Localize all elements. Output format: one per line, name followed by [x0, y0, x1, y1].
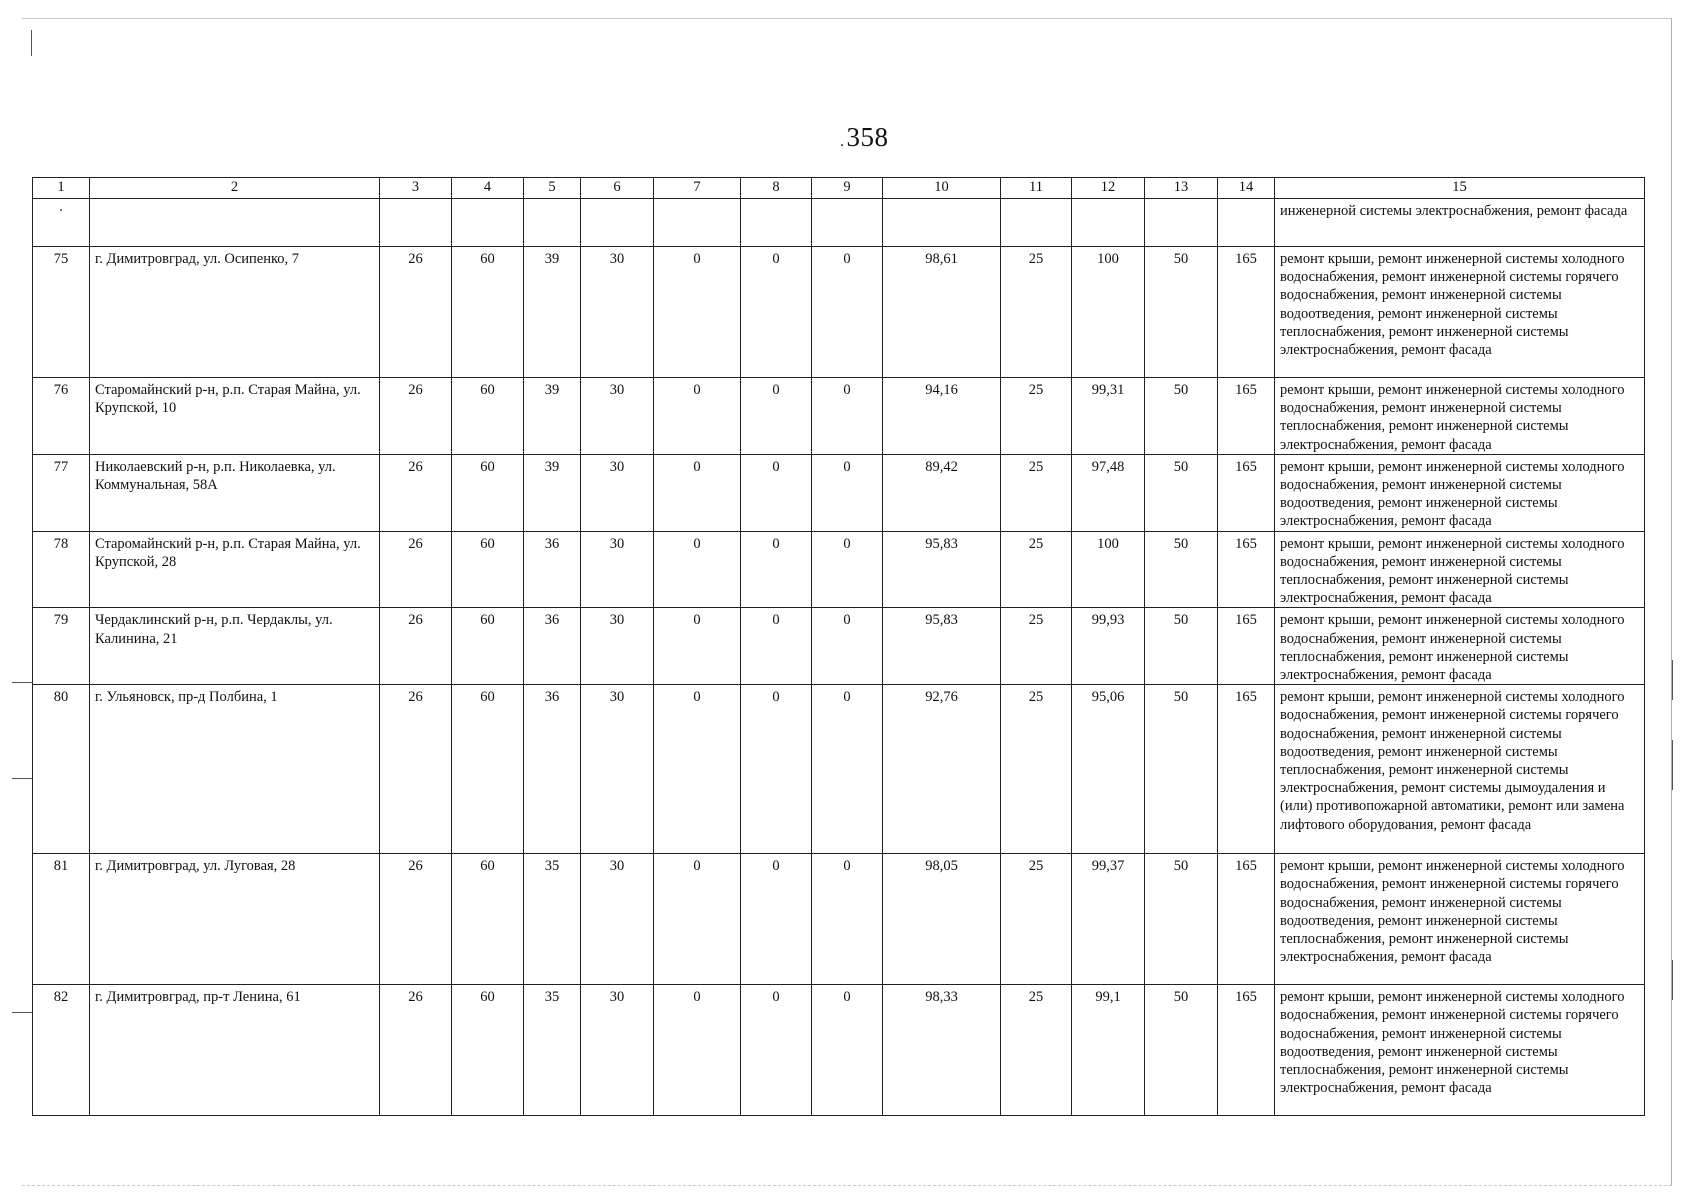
col3-cell: 26	[380, 531, 452, 608]
scan-mark-right-2	[1672, 740, 1673, 790]
col5-cell: 36	[524, 685, 581, 854]
works-cell: ремонт крыши, ремонт инженерной системы холодного водоснабжения, ремонт инженерной системы теплоснабжения, ремонт инженерной системы электроснабжения, ремонт фасада	[1275, 608, 1645, 685]
address-cell: Николаевский р-н, р.п. Николаевка, ул. Коммунальная, 58А	[90, 454, 380, 531]
header-row	[33, 178, 1645, 199]
col6-cell: 30	[581, 685, 654, 854]
row-number-cell: 78	[33, 531, 90, 608]
col7-cell: 0	[654, 685, 741, 854]
works-cell: ремонт крыши, ремонт инженерной системы холодного водоснабжения, ремонт инженерной системы теплоснабжения, ремонт инженерной системы электроснабжения, ремонт фасада	[1275, 531, 1645, 608]
col10-cell: 94,16	[883, 378, 1001, 455]
scan-mark-left-3	[12, 1012, 32, 1013]
col6-cell: 30	[581, 454, 654, 531]
col10-cell: 95,83	[883, 531, 1001, 608]
col9-cell: 0	[812, 247, 883, 378]
continuation-marker: ·	[33, 199, 90, 247]
table-row	[33, 454, 1645, 531]
row-number-cell: 79	[33, 608, 90, 685]
empty-cell	[581, 199, 654, 247]
col9-cell: 0	[812, 454, 883, 531]
col12-cell: 99,37	[1072, 854, 1145, 985]
col5-cell: 35	[524, 854, 581, 985]
table-row	[33, 854, 1645, 985]
col14-cell: 165	[1218, 454, 1275, 531]
page-number-value: 358	[846, 122, 889, 152]
col5-cell: 35	[524, 985, 581, 1116]
empty-cell	[524, 199, 581, 247]
col5-cell: 39	[524, 247, 581, 378]
col10-cell: 98,05	[883, 854, 1001, 985]
empty-cell	[380, 199, 452, 247]
works-cell: ремонт крыши, ремонт инженерной системы холодного водоснабжения, ремонт инженерной системы водоотведения, ремонт инженерной системы электроснабжения, ремонт фасада	[1275, 454, 1645, 531]
col13-cell: 50	[1145, 378, 1218, 455]
col7-cell: 0	[654, 247, 741, 378]
col8-cell: 0	[741, 247, 812, 378]
col13-cell: 50	[1145, 608, 1218, 685]
row-number-cell: 82	[33, 985, 90, 1116]
header-cell: 3	[380, 178, 452, 199]
col3-cell: 26	[380, 608, 452, 685]
empty-cell	[812, 199, 883, 247]
header-cell: 6	[581, 178, 654, 199]
col3-cell: 26	[380, 247, 452, 378]
col4-cell: 60	[452, 531, 524, 608]
col11-cell: 25	[1001, 854, 1072, 985]
col5-cell: 36	[524, 608, 581, 685]
table-row	[33, 985, 1645, 1116]
col11-cell: 25	[1001, 531, 1072, 608]
col9-cell: 0	[812, 608, 883, 685]
col3-cell: 26	[380, 685, 452, 854]
col13-cell: 50	[1145, 531, 1218, 608]
header-cell: 2	[90, 178, 380, 199]
works-cell: ремонт крыши, ремонт инженерной системы холодного водоснабжения, ремонт инженерной системы горячего водоснабжения, ремонт инженерной системы водоотведения, ремонт инженерной системы теплоснабжения, ремонт инженерной системы электроснабжения, ремонт фасада	[1275, 854, 1645, 985]
col5-cell: 39	[524, 454, 581, 531]
col7-cell: 0	[654, 854, 741, 985]
table-row-continuation	[33, 199, 1645, 247]
col3-cell: 26	[380, 378, 452, 455]
col9-cell: 0	[812, 854, 883, 985]
col7-cell: 0	[654, 608, 741, 685]
header-cell: 5	[524, 178, 581, 199]
col12-cell: 97,48	[1072, 454, 1145, 531]
scan-mark-left-top	[31, 30, 32, 56]
row-number-cell: 80	[33, 685, 90, 854]
col9-cell: 0	[812, 685, 883, 854]
col6-cell: 30	[581, 531, 654, 608]
col4-cell: 60	[452, 247, 524, 378]
table-row	[33, 531, 1645, 608]
col10-cell: 92,76	[883, 685, 1001, 854]
works-cell: ремонт крыши, ремонт инженерной системы холодного водоснабжения, ремонт инженерной системы горячего водоснабжения, ремонт инженерной системы водоотведения, ремонт инженерной системы теплоснабжения, ремонт инженерной системы электроснабжения, ремонт фасада	[1275, 247, 1645, 378]
col10-cell: 98,61	[883, 247, 1001, 378]
col6-cell: 30	[581, 247, 654, 378]
col11-cell: 25	[1001, 454, 1072, 531]
works-cell: инженерной системы электроснабжения, ремонт фасада	[1275, 199, 1645, 247]
col5-cell: 36	[524, 531, 581, 608]
col13-cell: 50	[1145, 247, 1218, 378]
page-number-mark: .	[840, 133, 845, 150]
col10-cell: 89,42	[883, 454, 1001, 531]
empty-cell	[1218, 199, 1275, 247]
col11-cell: 25	[1001, 685, 1072, 854]
header-cell: 4	[452, 178, 524, 199]
col4-cell: 60	[452, 685, 524, 854]
col14-cell: 165	[1218, 531, 1275, 608]
col8-cell: 0	[741, 685, 812, 854]
col7-cell: 0	[654, 985, 741, 1116]
col14-cell: 165	[1218, 985, 1275, 1116]
empty-cell	[741, 199, 812, 247]
col11-cell: 25	[1001, 985, 1072, 1116]
col11-cell: 25	[1001, 378, 1072, 455]
header-cell: 10	[883, 178, 1001, 199]
register-table	[32, 177, 1645, 1116]
header-cell: 12	[1072, 178, 1145, 199]
col3-cell: 26	[380, 454, 452, 531]
table-row	[33, 378, 1645, 455]
col4-cell: 60	[452, 454, 524, 531]
col7-cell: 0	[654, 531, 741, 608]
row-number-cell: 75	[33, 247, 90, 378]
empty-cell	[883, 199, 1001, 247]
col14-cell: 165	[1218, 608, 1275, 685]
col6-cell: 30	[581, 854, 654, 985]
address-cell: Старомайнский р-н, р.п. Старая Майна, ул. Крупской, 28	[90, 531, 380, 608]
scan-mark-left-2	[12, 778, 32, 779]
col3-cell: 26	[380, 854, 452, 985]
col14-cell: 165	[1218, 378, 1275, 455]
row-number-cell: 81	[33, 854, 90, 985]
col4-cell: 60	[452, 854, 524, 985]
empty-cell	[1072, 199, 1145, 247]
address-cell: Старомайнский р-н, р.п. Старая Майна, ул. Крупской, 10	[90, 378, 380, 455]
works-cell: ремонт крыши, ремонт инженерной системы холодного водоснабжения, ремонт инженерной системы горячего водоснабжения, ремонт инженерной системы водоотведения, ремонт инженерной системы теплоснабжения, ремонт инженерной системы электроснабжения, ремонт фасада	[1275, 985, 1645, 1116]
col6-cell: 30	[581, 378, 654, 455]
col8-cell: 0	[741, 608, 812, 685]
row-number-cell: 77	[33, 454, 90, 531]
col11-cell: 25	[1001, 247, 1072, 378]
col12-cell: 99,31	[1072, 378, 1145, 455]
col3-cell: 26	[380, 985, 452, 1116]
col14-cell: 165	[1218, 247, 1275, 378]
header-cell: 1	[33, 178, 90, 199]
header-cell: 15	[1275, 178, 1645, 199]
col8-cell: 0	[741, 454, 812, 531]
page-number	[840, 122, 889, 153]
scan-mark-right-3	[1672, 960, 1673, 1000]
col8-cell: 0	[741, 985, 812, 1116]
address-cell: г. Ульяновск, пр-д Полбина, 1	[90, 685, 380, 854]
header-cell: 11	[1001, 178, 1072, 199]
empty-cell	[654, 199, 741, 247]
table-row	[33, 608, 1645, 685]
col12-cell: 100	[1072, 247, 1145, 378]
col6-cell: 30	[581, 985, 654, 1116]
col13-cell: 50	[1145, 685, 1218, 854]
table-row	[33, 247, 1645, 378]
col13-cell: 50	[1145, 854, 1218, 985]
col8-cell: 0	[741, 378, 812, 455]
col13-cell: 50	[1145, 454, 1218, 531]
scan-mark-right-1	[1672, 660, 1673, 700]
col14-cell: 165	[1218, 854, 1275, 985]
empty-cell	[452, 199, 524, 247]
col9-cell: 0	[812, 531, 883, 608]
empty-cell	[1001, 199, 1072, 247]
col12-cell: 95,06	[1072, 685, 1145, 854]
address-cell: Чердаклинский р-н, р.п. Чердаклы, ул. Калинина, 21	[90, 608, 380, 685]
col11-cell: 25	[1001, 608, 1072, 685]
row-number-cell: 76	[33, 378, 90, 455]
empty-cell	[90, 199, 380, 247]
col9-cell: 0	[812, 985, 883, 1116]
col10-cell: 98,33	[883, 985, 1001, 1116]
address-cell: г. Димитровград, ул. Луговая, 28	[90, 854, 380, 985]
col4-cell: 60	[452, 985, 524, 1116]
col7-cell: 0	[654, 378, 741, 455]
col9-cell: 0	[812, 378, 883, 455]
col14-cell: 165	[1218, 685, 1275, 854]
header-cell: 13	[1145, 178, 1218, 199]
col10-cell: 95,83	[883, 608, 1001, 685]
address-cell: г. Димитровград, ул. Осипенко, 7	[90, 247, 380, 378]
col5-cell: 39	[524, 378, 581, 455]
col12-cell: 99,1	[1072, 985, 1145, 1116]
header-cell: 9	[812, 178, 883, 199]
header-cell: 14	[1218, 178, 1275, 199]
scan-mark-left-1	[12, 682, 32, 683]
empty-cell	[1145, 199, 1218, 247]
table-row	[33, 685, 1645, 854]
col12-cell: 99,93	[1072, 608, 1145, 685]
col13-cell: 50	[1145, 985, 1218, 1116]
col6-cell: 30	[581, 608, 654, 685]
address-cell: г. Димитровград, пр-т Ленина, 61	[90, 985, 380, 1116]
col8-cell: 0	[741, 531, 812, 608]
col8-cell: 0	[741, 854, 812, 985]
works-cell: ремонт крыши, ремонт инженерной системы холодного водоснабжения, ремонт инженерной системы теплоснабжения, ремонт инженерной системы электроснабжения, ремонт фасада	[1275, 378, 1645, 455]
header-cell: 7	[654, 178, 741, 199]
header-cell: 8	[741, 178, 812, 199]
col4-cell: 60	[452, 608, 524, 685]
works-cell: ремонт крыши, ремонт инженерной системы холодного водоснабжения, ремонт инженерной системы горячего водоснабжения, ремонт инженерной системы водоотведения, ремонт инженерной системы теплоснабжения, ремонт инженерной системы электроснабжения, ремонт системы дымоудаления и (или) противопожарной автоматики, ремонт или замена лифтового оборудования, ремонт фасада	[1275, 685, 1645, 854]
col12-cell: 100	[1072, 531, 1145, 608]
col4-cell: 60	[452, 378, 524, 455]
col7-cell: 0	[654, 454, 741, 531]
